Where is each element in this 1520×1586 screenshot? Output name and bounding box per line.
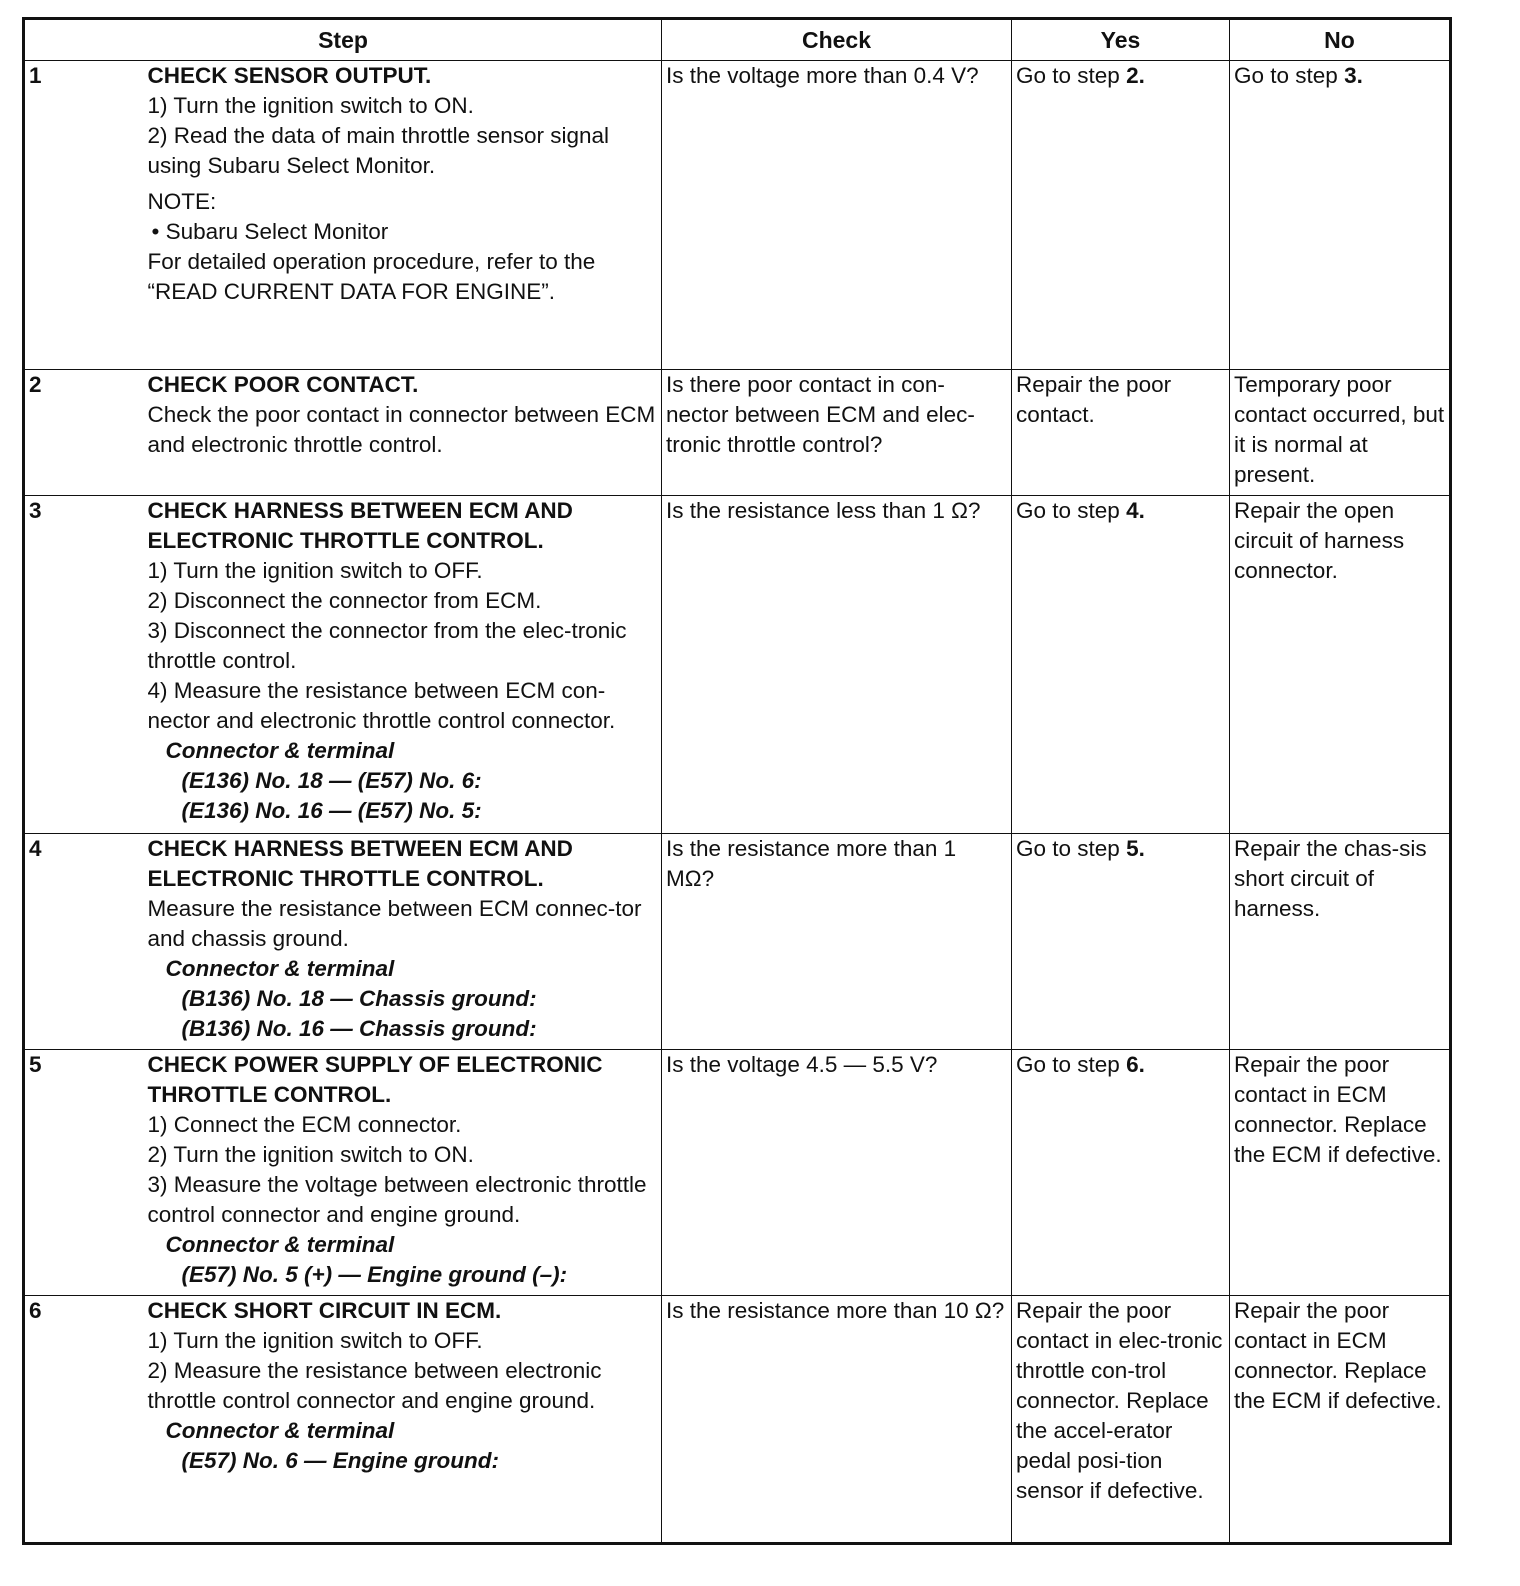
step-description — [144, 1050, 662, 1296]
yes-step-ref: 6. — [1126, 1052, 1145, 1077]
step-line: 3) Measure the voltage between electronic throttle control connector and engine ground. — [147, 1172, 647, 1227]
step-number: 6 — [24, 1296, 144, 1544]
yes-text: Go to step — [1016, 836, 1127, 861]
step-line: 4) Measure the resistance between ECM con-nector and electronic throttle control connector. — [147, 678, 616, 733]
note-label: NOTE: — [147, 189, 217, 214]
yes-text: Go to step — [1016, 498, 1127, 523]
diagnostic-table — [22, 17, 1452, 1545]
step-line: 2) Turn the ignition switch to ON. — [147, 1142, 474, 1167]
yes-text: Go to step — [1016, 63, 1127, 88]
step-line: For detailed operation procedure, refer to the “READ CURRENT DATA FOR ENGINE”. — [147, 249, 596, 304]
step-title: CHECK SHORT CIRCUIT IN ECM. — [147, 1298, 502, 1323]
no-cell: Repair the open circuit of harness connector. — [1230, 496, 1451, 834]
step-number: 5 — [24, 1050, 144, 1296]
yes-step-ref: 5. — [1126, 836, 1145, 861]
step-description — [144, 61, 662, 370]
yes-text: Go to step — [1016, 1052, 1127, 1077]
step-title: CHECK SENSOR OUTPUT. — [147, 63, 432, 88]
connector-spec: (B136) No. 16 — Chassis ground: — [181, 1016, 537, 1041]
connector-heading: Connector & terminal — [165, 1232, 395, 1257]
header-row — [24, 19, 1451, 61]
step-title: CHECK HARNESS BETWEEN ECM AND ELECTRONIC THROTTLE CONTROL. — [147, 498, 573, 553]
step-line: 1) Turn the ignition switch to OFF. — [147, 1328, 483, 1353]
yes-step-ref: 4. — [1126, 498, 1145, 523]
connector-heading: Connector & terminal — [165, 738, 395, 763]
step-description — [144, 370, 662, 496]
check-cell: Is the voltage more than 0.4 V? — [662, 61, 1012, 370]
check-cell: Is there poor contact in con-nector between ECM and elec-tronic throttle control? — [662, 370, 1012, 496]
step-line: 3) Disconnect the connector from the elec-tronic throttle control. — [147, 618, 627, 673]
step-line: 2) Disconnect the connector from ECM. — [147, 588, 542, 613]
connector-heading: Connector & terminal — [165, 1418, 395, 1443]
yes-cell — [1012, 834, 1230, 1050]
table-row — [24, 1050, 1451, 1296]
step-line: 1) Turn the ignition switch to ON. — [147, 93, 474, 118]
note-bullet: • Subaru Select Monitor — [151, 219, 389, 244]
header-yes: Yes — [1012, 19, 1230, 61]
step-number: 2 — [24, 370, 144, 496]
connector-spec: (B136) No. 18 — Chassis ground: — [181, 986, 537, 1011]
yes-cell — [1012, 496, 1230, 834]
step-line: 1) Connect the ECM connector. — [147, 1112, 462, 1137]
header-check: Check — [662, 19, 1012, 61]
no-cell: Temporary poor contact occurred, but it is normal at present. — [1230, 370, 1451, 496]
connector-spec: (E136) No. 18 — (E57) No. 6: — [181, 768, 482, 793]
table-row — [24, 834, 1451, 1050]
yes-cell — [1012, 61, 1230, 370]
check-cell: Is the resistance less than 1 Ω? — [662, 496, 1012, 834]
connector-heading: Connector & terminal — [165, 956, 395, 981]
yes-cell — [1012, 1050, 1230, 1296]
step-line: 2) Read the data of main throttle sensor signal using Subaru Select Monitor. — [147, 123, 610, 178]
step-line: 2) Measure the resistance between electronic throttle control connector and engine ground. — [147, 1358, 602, 1413]
step-number: 3 — [24, 496, 144, 834]
step-line: 1) Turn the ignition switch to OFF. — [147, 558, 483, 583]
no-cell: Repair the poor contact in ECM connector. Replace the ECM if defective. — [1230, 1296, 1451, 1544]
no-step-ref: 3. — [1344, 63, 1363, 88]
step-description — [144, 496, 662, 834]
table-row — [24, 496, 1451, 834]
header-no: No — [1230, 19, 1451, 61]
header-step: Step — [24, 19, 662, 61]
table-row — [24, 1296, 1451, 1544]
no-cell: Repair the chas-sis short circuit of harness. — [1230, 834, 1451, 1050]
check-cell: Is the voltage 4.5 — 5.5 V? — [662, 1050, 1012, 1296]
connector-spec: (E57) No. 6 — Engine ground: — [181, 1448, 500, 1473]
check-cell: Is the resistance more than 10 Ω? — [662, 1296, 1012, 1544]
step-title: CHECK POWER SUPPLY OF ELECTRONIC THROTTLE CONTROL. — [147, 1052, 603, 1107]
check-cell: Is the resistance more than 1 MΩ? — [662, 834, 1012, 1050]
step-line: Measure the resistance between ECM connec-tor and chassis ground. — [147, 896, 642, 951]
step-number: 4 — [24, 834, 144, 1050]
step-line: Check the poor contact in connector between ECM and electronic throttle control. — [147, 402, 656, 457]
connector-spec: (E57) No. 5 (+) — Engine ground (–): — [181, 1262, 568, 1287]
step-number: 1 — [24, 61, 144, 370]
step-description — [144, 1296, 662, 1544]
table-row — [24, 370, 1451, 496]
yes-step-ref: 2. — [1126, 63, 1145, 88]
step-title: CHECK HARNESS BETWEEN ECM AND ELECTRONIC THROTTLE CONTROL. — [147, 836, 573, 891]
yes-cell: Repair the poor contact in elec-tronic throttle con-trol connector. Replace the accel-erator pedal posi-tion sensor if defective. — [1012, 1296, 1230, 1544]
yes-cell: Repair the poor contact. — [1012, 370, 1230, 496]
step-description — [144, 834, 662, 1050]
table-row — [24, 61, 1451, 370]
no-cell — [1230, 61, 1451, 370]
no-text: Go to step — [1234, 63, 1345, 88]
no-cell: Repair the poor contact in ECM connector. Replace the ECM if defective. — [1230, 1050, 1451, 1296]
connector-spec: (E136) No. 16 — (E57) No. 5: — [181, 798, 482, 823]
step-title: CHECK POOR CONTACT. — [147, 372, 419, 397]
